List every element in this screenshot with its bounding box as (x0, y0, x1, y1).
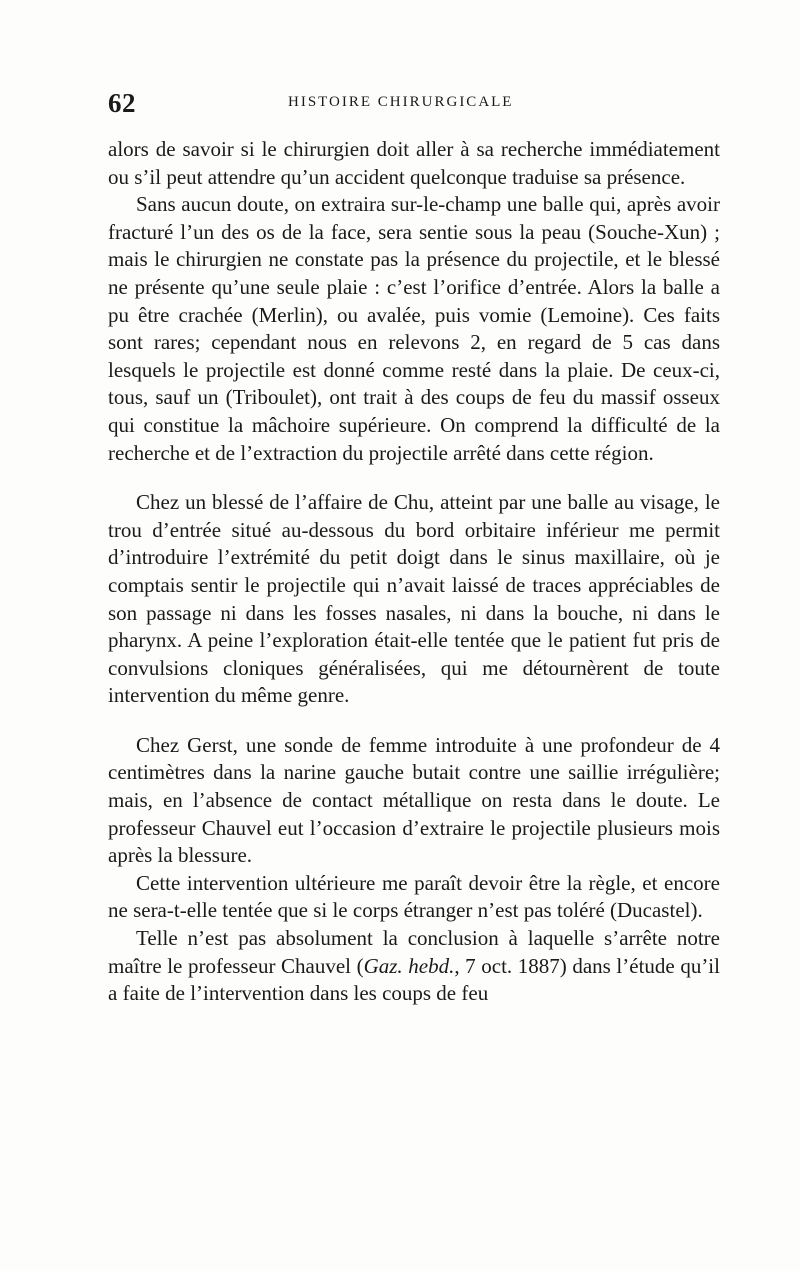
page-number: 62 (108, 88, 136, 118)
paragraph-6 (108, 925, 720, 1008)
paragraph-6-start: Telle n’est pas absolument la conclusion à laquelle s’arrête notre maître le professeur Chauvel ( (108, 926, 720, 978)
running-title: HISTOIRE CHIRURGICALE (288, 94, 514, 110)
body-text (108, 136, 720, 1008)
journal-reference: Gaz. hebd. (363, 953, 455, 978)
paragraph-1: alors de savoir si le chirurgien doit aller à sa recherche immédiatement ou s’il peut attendre qu’un accident quelconque traduise sa présence. (108, 137, 720, 189)
paragraph-4: Chez Gerst, une sonde de femme introduite à une profondeur de 4 centimètres dans la narine gauche butait contre une saillie irrégulière; mais, en l’absence de contact métallique on resta dans le doute. Le professeur Chauvel eut l’occasion d’extraire le projectile plusieurs mois après la blessure. (108, 732, 720, 868)
running-head (108, 88, 718, 118)
paragraph-5: Cette intervention ultérieure me paraît devoir être la règle, et encore ne sera-t-elle tentée que si le corps étranger n’est pas toléré (Ducastel). (108, 870, 720, 923)
paragraph-3: Chez un blessé de l’affaire de Chu, atteint par une balle au visage, le trou d’entrée situé au-dessous du bord orbitaire inférieur me permit d’introduire l’extrémité du petit doigt dans le sinus maxillaire, où je comptais sentir le projectile qui n’avait laissé de traces appréciables de son passage ni dans les fosses nasales, ni dans la bouche, ni dans le pharynx. A peine l’exploration était-elle tentée que le patient fut pris de convulsions cloniques généralisées, qui me détournèrent de toute intervention du même genre. (108, 490, 720, 708)
paragraph-2: Sans aucun doute, on extraira sur-le-champ une balle qui, après avoir fracturé l’un des os de la face, sera sentie sous la peau (Souche-Xun) ; mais le chirurgien ne constate pas la présence du projectile, et le blessé ne présente qu’une seule plaie : c’est l’orifice d’entrée. Alors la balle a pu être crachée (Merlin), ou avalée, puis vomie (Lemoine). Ces faits sont rares; cependant nous en relevons 2, en regard de 5 cas dans lesquels le projectile est donné comme resté dans la plaie. De ceux-ci, tous, sauf un (Triboulet), ont trait à des coups de feu du massif osseux qui constitue la mâchoire supérieure. On comprend la difficulté de la recherche et de l’extraction du projectile arrêté dans cette région. (108, 192, 720, 465)
paragraph-6-end: , 7 oct. 1887) dans l’étude qu’il a faite de l’intervention dans les coups de feu (108, 953, 720, 1006)
